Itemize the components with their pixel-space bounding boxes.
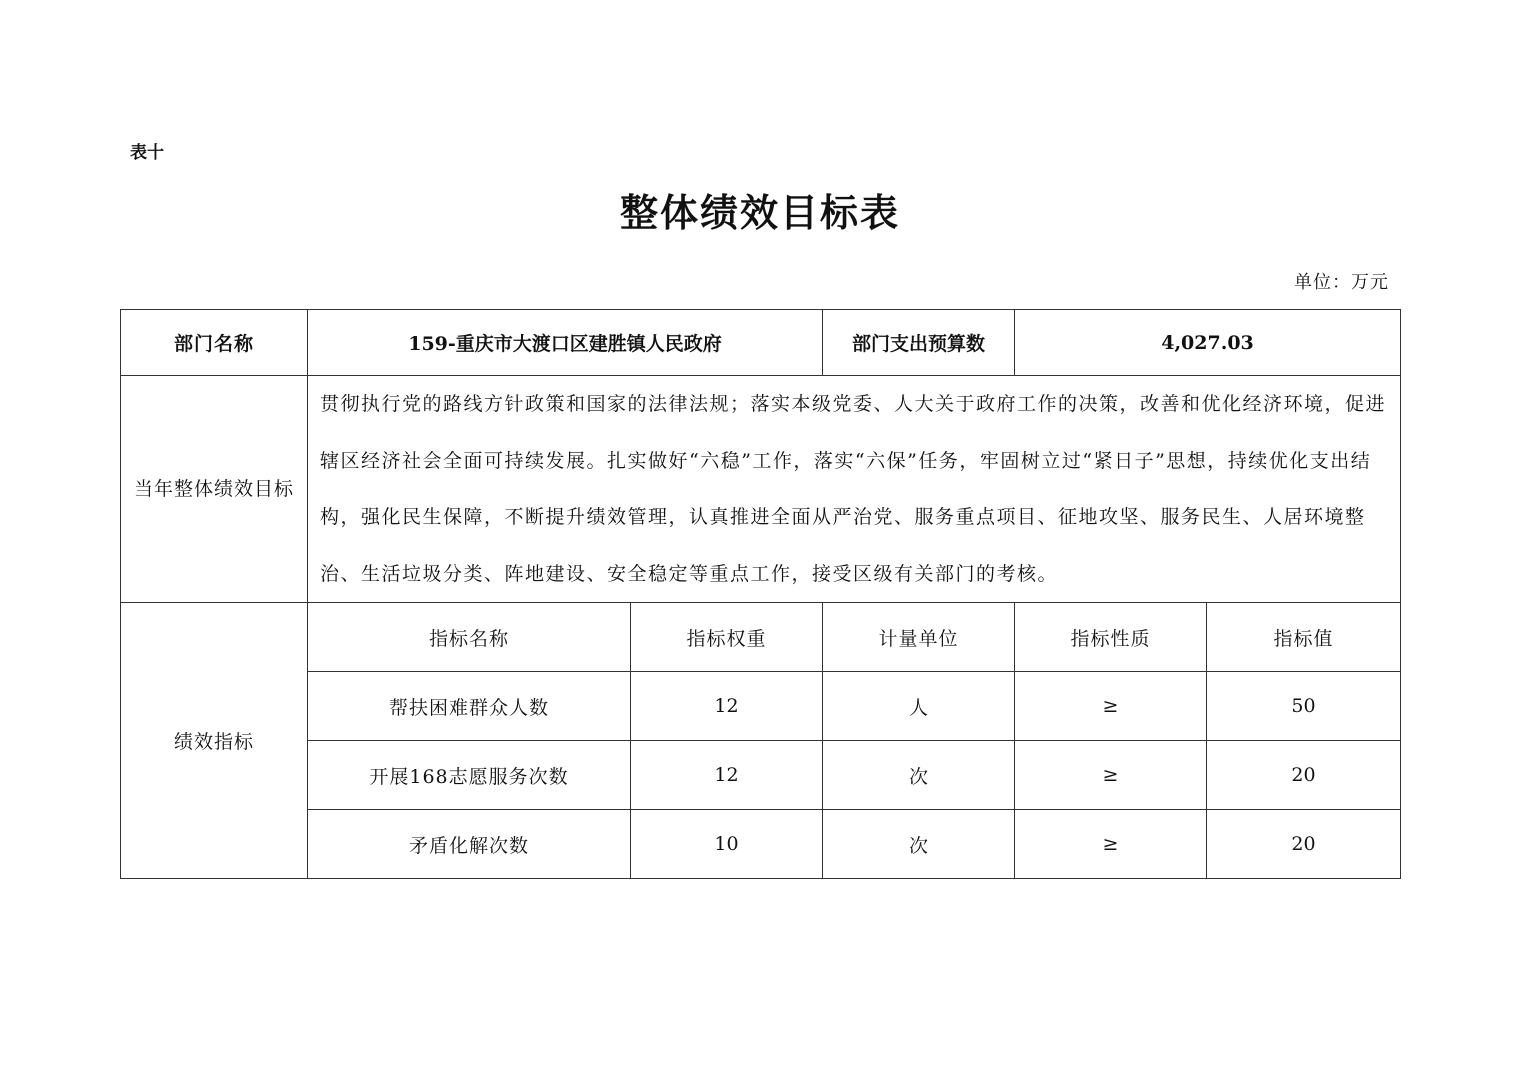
indicator-weight: 10 [631, 810, 823, 879]
budget-label: 部门支出预算数 [823, 310, 1015, 376]
annual-goal-text: 贯彻执行党的路线方针政策和国家的法律法规；落实本级党委、人大关于政府工作的决策，改善和优化经济环境，促进辖区经济社会全面可持续发展。扎实做好“六稳”工作，落实“六保”任务，牢固树立过“紧日子”思想，持续优化支出结构，强化民生保障，不断提升绩效管理，认真推进全面从严治党、服务重点项目、征地攻坚、服务民生、人居环境整治、生活垃圾分类、阵地建设、安全稳定等重点工作，接受区级有关部门的考核。 [308, 376, 1401, 603]
performance-target-table [120, 309, 1401, 879]
column-header-unit: 计量单位 [823, 603, 1015, 672]
page-title: 整体绩效目标表 [619, 190, 900, 235]
column-header-name: 指标名称 [308, 603, 631, 672]
indicator-unit: 次 [823, 810, 1015, 879]
budget-value: 4,027.03 [1015, 310, 1401, 376]
column-header-weight: 指标权重 [631, 603, 823, 672]
indicator-unit: 次 [823, 741, 1015, 810]
indicator-weight: 12 [631, 741, 823, 810]
indicator-name: 开展168志愿服务次数 [308, 741, 631, 810]
indicator-name: 帮扶困难群众人数 [308, 672, 631, 741]
indicator-name: 矛盾化解次数 [308, 810, 631, 879]
indicator-unit: 人 [823, 672, 1015, 741]
table-row [121, 810, 1401, 879]
dept-name-label: 部门名称 [121, 310, 308, 376]
column-header-nature: 指标性质 [1015, 603, 1207, 672]
indicator-nature: ≥ [1015, 810, 1207, 879]
indicator-value: 20 [1207, 741, 1401, 810]
indicator-weight: 12 [631, 672, 823, 741]
indicator-value: 50 [1207, 672, 1401, 741]
indicator-header-row [121, 603, 1401, 672]
indicator-nature: ≥ [1015, 672, 1207, 741]
annual-goal-row [121, 376, 1401, 603]
table-row [121, 741, 1401, 810]
annual-goal-label: 当年整体绩效目标 [121, 376, 308, 603]
table-number-label: 表十 [130, 143, 164, 163]
column-header-value: 指标值 [1207, 603, 1401, 672]
indicator-nature: ≥ [1015, 741, 1207, 810]
indicator-value: 20 [1207, 810, 1401, 879]
dept-name-value: 159-重庆市大渡口区建胜镇人民政府 [308, 310, 823, 376]
unit-label: 单位：万元 [1294, 272, 1389, 293]
table-row [121, 672, 1401, 741]
indicator-section-label: 绩效指标 [121, 603, 308, 879]
department-header-row [121, 310, 1401, 376]
